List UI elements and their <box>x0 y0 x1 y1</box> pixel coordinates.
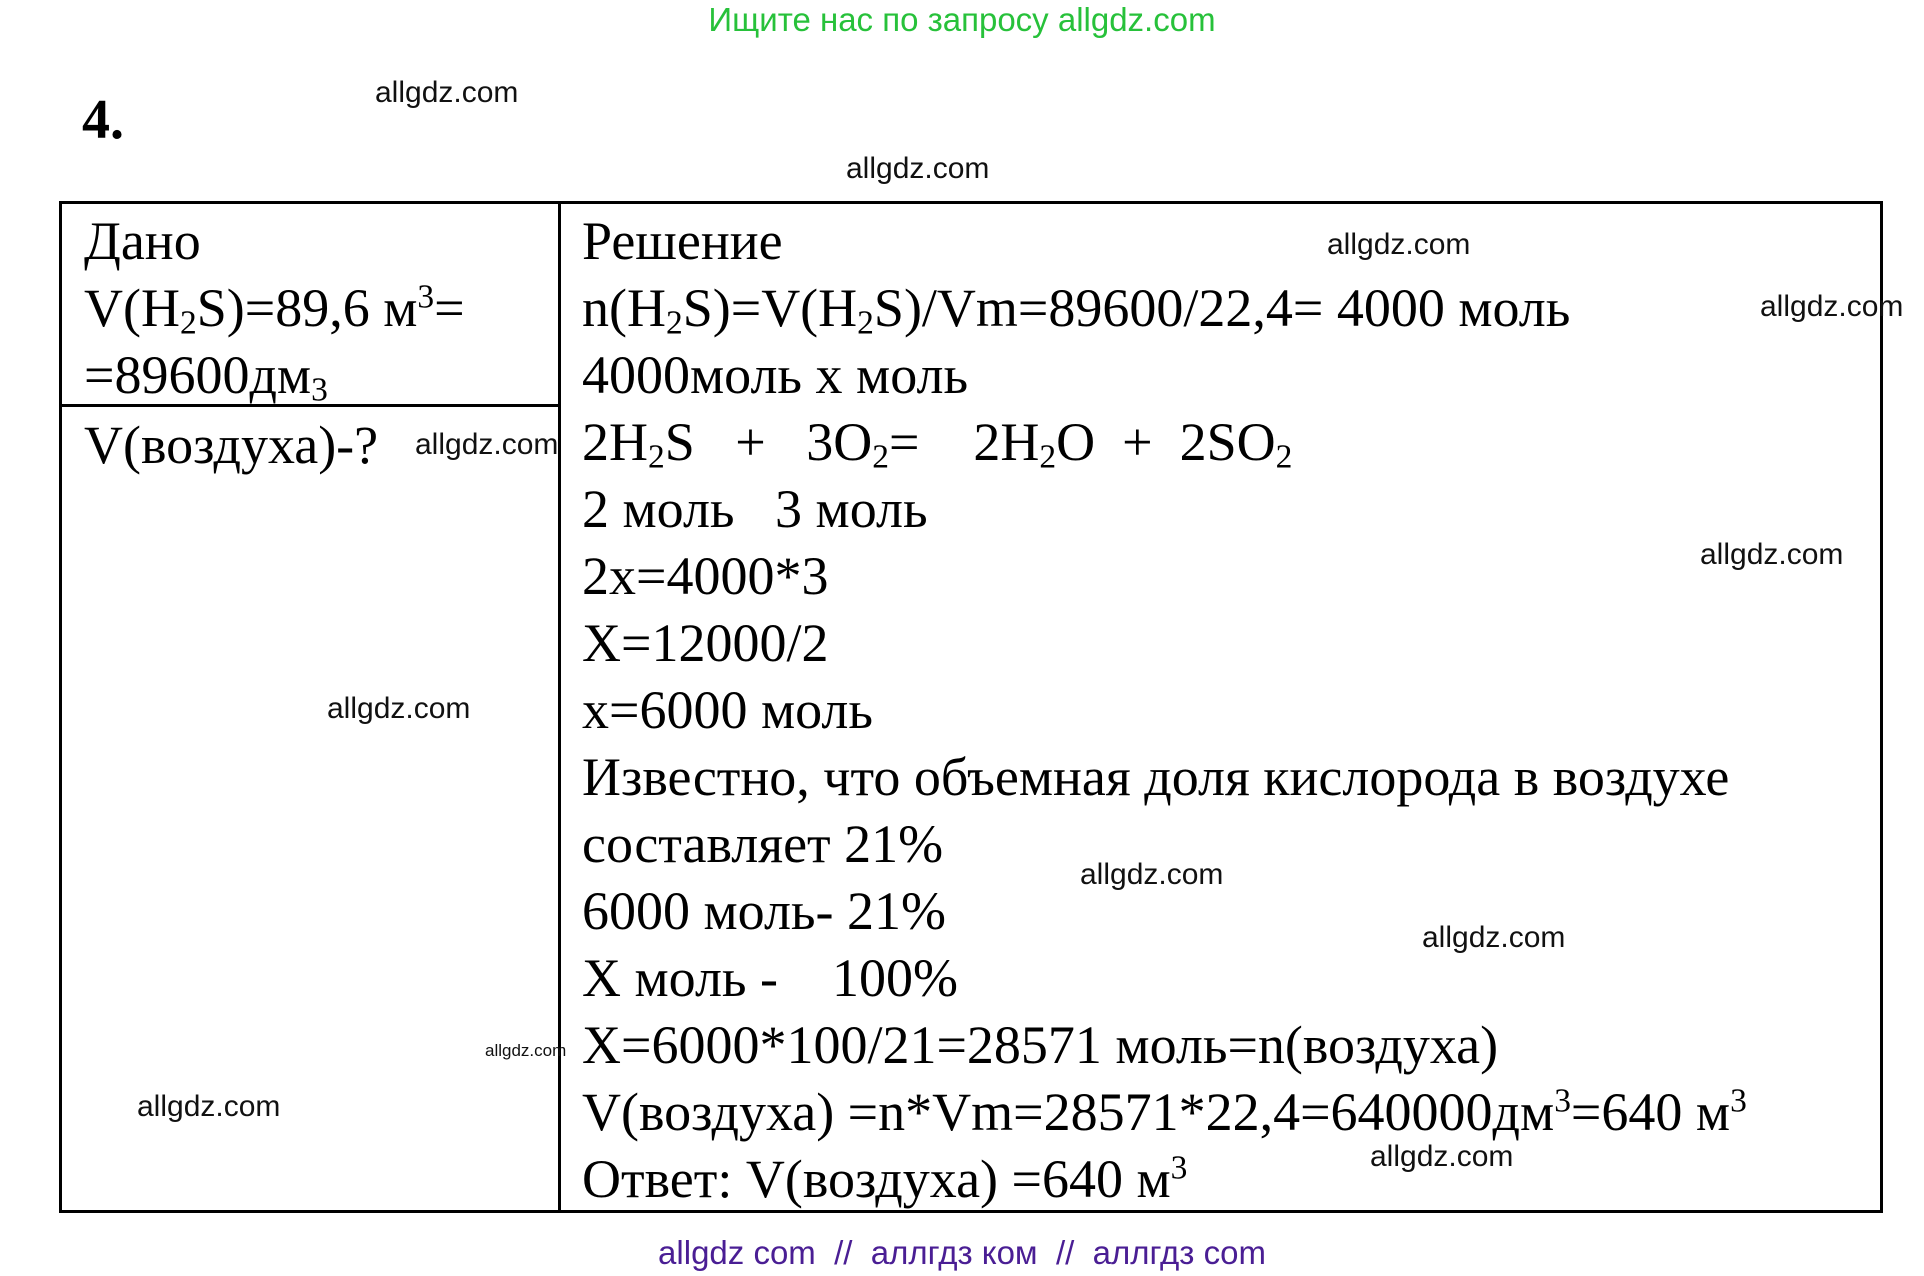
solution-header: Решение <box>582 211 783 271</box>
solution-line: X моль - 100% <box>582 948 958 1008</box>
watermark: allgdz.com <box>485 1041 567 1060</box>
footer-links: allgdz com // аллгдз ком // аллгдз com <box>658 1234 1266 1271</box>
unknown-cell <box>84 412 378 479</box>
given-volume-dm3: $=89600дм_3$ <box>84 345 328 409</box>
watermark: allgdz.com <box>327 692 471 725</box>
given-cell <box>84 208 465 409</box>
watermark: allgdz.com <box>1080 858 1224 891</box>
watermark: allgdz.com <box>1760 290 1904 323</box>
given-volume-h2s: $V(H_2S)=89,6$ $м^3=$ <box>84 278 465 342</box>
solution-line: $n(H_2S)=V(H_2S)/Vm=89600/22,4= 4000$ моль <box>582 278 1571 342</box>
answer-line: Ответ: V(воздуха) =640 $м^3$ <box>582 1149 1188 1209</box>
solution-line: x=6000 моль <box>582 680 873 740</box>
watermark: allgdz.com <box>137 1090 281 1123</box>
solution-line: X=12000/2 <box>582 613 829 673</box>
watermark: allgdz.com <box>1370 1140 1514 1173</box>
watermark: allgdz.com <box>1700 538 1844 571</box>
solution-cell <box>582 208 1747 1213</box>
solution-line: 4000моль x моль <box>582 345 969 405</box>
watermark: allgdz.com <box>375 76 519 109</box>
solution-line: V(воздуха) $=n*Vm=28571*22,4=640000дм^3=640$ $м^3$ <box>582 1082 1747 1142</box>
solution-line: составляет 21% <box>582 814 944 874</box>
watermark: allgdz.com <box>415 428 559 461</box>
reaction-equation: $2H_2S + 3O_2=$ $2H_2O + 2SO_2$ <box>582 412 1293 476</box>
solution-line: 2x=4000*3 <box>582 546 829 606</box>
watermark: allgdz.com <box>1422 921 1566 954</box>
watermark: allgdz.com <box>1327 228 1471 261</box>
solution-line: X=6000*100/21=28571 моль=n(воздуха) <box>582 1015 1499 1075</box>
task-number: 4. <box>82 89 124 151</box>
top-banner: Ищите нас по запросу allgdz.com <box>708 1 1216 38</box>
solution-line: Известно, что объемная доля кислорода в воздухе <box>582 747 1730 807</box>
unknown-air-volume: V(воздуха)-? <box>84 415 379 475</box>
watermark: allgdz.com <box>846 152 990 185</box>
given-header: Дано <box>84 211 201 271</box>
solution-line: 2 моль 3 моль <box>582 479 928 539</box>
solution-line: 6000 моль- 21% <box>582 881 946 941</box>
